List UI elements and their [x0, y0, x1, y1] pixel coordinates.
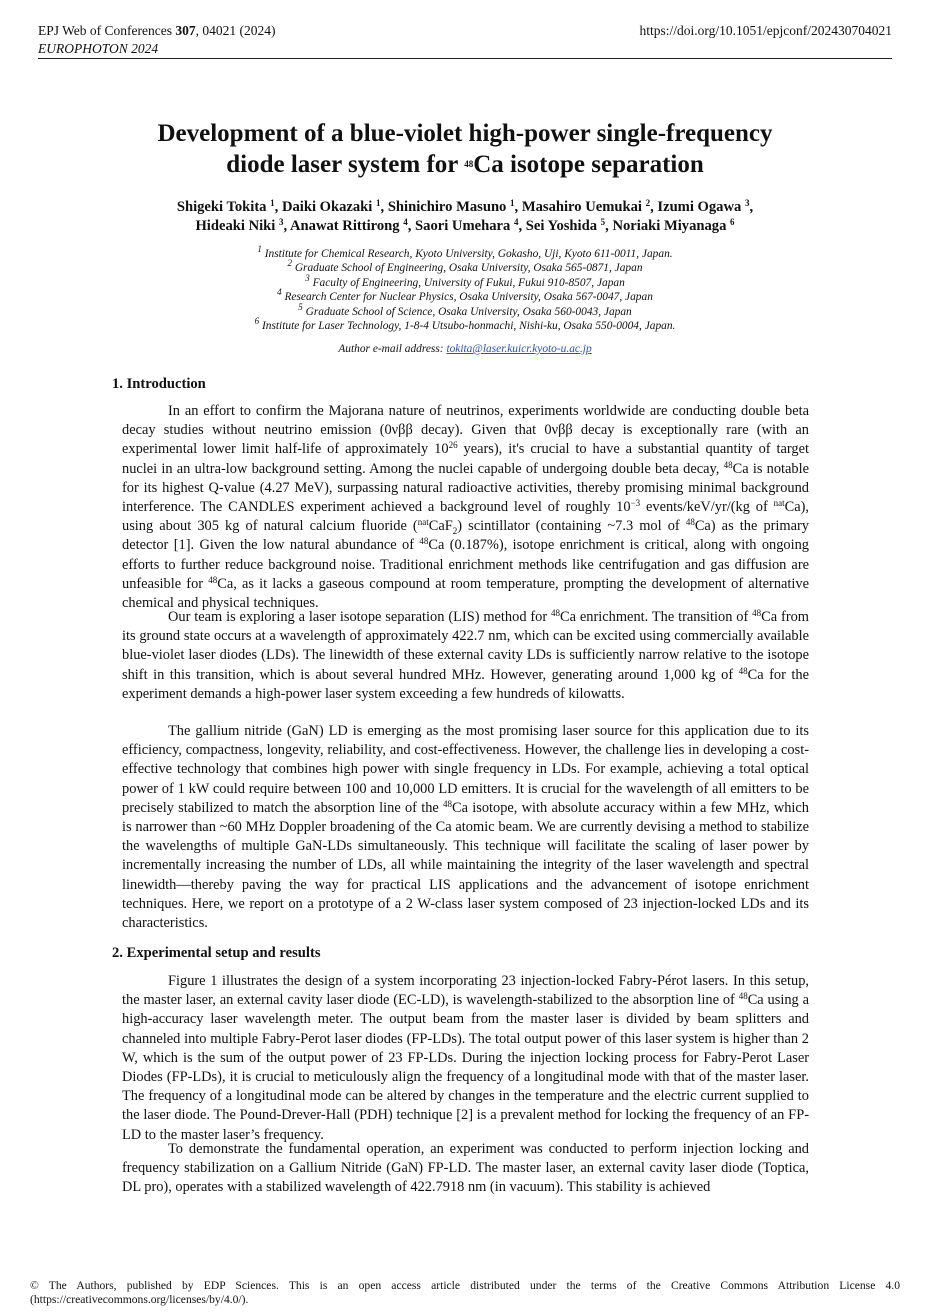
author: Hideaki Niki $^3$, — [195, 217, 290, 234]
email-label: Author e-mail address: — [338, 343, 447, 355]
section-heading-experimental-setup: 2. Experimental setup and results — [112, 945, 321, 961]
paragraph-intro-3: The gallium nitride (GaN) LD is emerging as the most promising laser source for this application due to its efficiency, compactness, longevity, reliability, and cost-effectiveness. However, the challenge lies in developing a cost-effective technology that combines high power with single frequency in LDs. For example, achieving a total optical power of 1 kW could require between 100 and 10,000 LD emitters. It is crucial for the wavelength of all emitters to be precisely stabilized to match the absorption line of the $^{48}$Ca isotope, with absolute accuracy within a few MHz, which is narrower than ~60 MHz Doppler broadening of the Ca atomic beam. We are currently devising a method to stabilize the wavelengths of multiple GaN-LDs simultaneously. This technique will facilitate the scaling of laser power by incrementally increasing the number of LDs, all while maintaining the integrity of the laser wavelength and spectral linewidth—thereby paving the way for practical LIS applications and the advancement of isotope enrichment techniques. Here, we report on a prototype of a 2 W-class laser system composed of 23 injection-locked LDs and its characteristics. — [122, 723, 809, 932]
author: Noriaki Miyanaga $^6$ — [612, 217, 735, 234]
conference-name: EUROPHOTON 2024 — [38, 41, 159, 56]
author: Anawat Rittirong $^4$, — [290, 217, 416, 234]
author-list — [100, 198, 830, 236]
author: Masahiro Uemukai $^2$, — [521, 198, 658, 215]
section-heading-introduction: 1. Introduction — [112, 376, 206, 392]
journal-citation — [38, 22, 276, 40]
paper-title — [90, 118, 840, 180]
article-number: , 04021 (2024) — [195, 23, 276, 38]
running-header-left — [38, 22, 276, 58]
affiliation: $^1$ Institute for Chemical Research, Kyoto University, Gokasho, Uji, Kyoto 611-0011, Japan. — [257, 244, 673, 260]
paragraph-setup-1: Figure 1 illustrates the design of a system incorporating 23 injection-locked Fabry-Pérot lasers. In this setup, the master laser, an external cavity laser diode (EC-LD), is wavelength-stabilized to the absorption line of $^{48}$Ca using a high-accuracy laser wavelength meter. The output beam from the master laser is divided by beam splitters and channeled into multiple Fabry-Perot laser diodes (FP-LDs). The total output power of this laser system is higher than 2 W, which is the sum of the output power of 23 FP-LDs. During the injection locking process for Fabry-Perot Laser Diodes (FP-LDs), it is crucial to meticulously align the frequency of a longitudinal mode with that of the master laser. The frequency of a longitudinal mode can be altered by changes in the temperature and the electric current supplied to the laser diode. The Pound-Drever-Hall (PDH) technique [2] is a prevalent method for locking the frequency of an FP-LD to the master laser’s frequency. — [122, 973, 809, 1143]
journal-volume: 307 — [175, 23, 196, 38]
header-divider — [38, 58, 892, 59]
affiliation: $^5$ Graduate School of Science, Osaka University, Osaka 560-0043, Japan — [298, 301, 632, 318]
author-email — [120, 343, 810, 355]
paragraph-setup-2: To demonstrate the fundamental operation, an experiment was conducted to perform injection locking and frequency stabilization on a Gallium Nitride (GaN) FP-LD. The master laser, an external cavity laser diode (Toptica, DL pro), operates with a stabilized wavelength of 422.7918 nm (in vacuum). This stability is achieved — [122, 1141, 809, 1196]
title-line-2: diode laser system for $^{48}$Ca isotope separation — [226, 151, 704, 178]
paragraph-intro-1: In an effort to confirm the Majorana nature of neutrinos, experiments worldwide are conducting double beta decay studies without neutrino emission (0νββ decay). Given that 0νββ decay is exceptionally rare (with an experimental lower limit half-life of approximately $10^{26}$ years), it's crucial to have a substantial quantity of target nuclei in an ultra-low background setting. Among the nuclei capable of undergoing double beta decay, $^{48}$Ca is notable for its highest Q-value (4.27 MeV), surpassing natural radioactive activities, thereby promising minimal background interference. The CANDLES experiment achieved a background level of roughly $10^{-3}$ events/keV/yr/(kg of $^{nat}$Ca), using about 305 kg of natural calcium fluoride ($^{nat}$CaF$_2$) scintillator (containing ~7.3 mol of $^{48}$Ca) as the primary detector [1]. Given the low natural abundance of $^{48}$Ca (0.187%), isotope enrichment is critical, along with ongoing efforts to further reduce background noise. Traditional enrichment methods like centrifugation and gas diffusion are unfeasible for $^{48}$Ca, as it lacks a gaseous compound at room temperature, prompting the development of alternative chemical and physical techniques. — [122, 403, 810, 612]
doi-link[interactable]: https://doi.org/10.1051/epjconf/202430704021 — [639, 23, 892, 38]
title-line-1: Development of a blue-violet high-power single-frequency — [157, 120, 773, 147]
license-footer: © The Authors, published by EDP Sciences. This is an open access article distributed under the terms of the Creative Commons Attribution License 4.0 (https://creativecommons.org/licenses/by/4.0/). — [30, 1279, 900, 1306]
paragraph-intro-2: Our team is exploring a laser isotope separation (LIS) method for $^{48}$Ca enrichment. The transition of $^{48}$Ca from its ground state occurs at a wavelength of approximately 422.7 nm, which can be excited using commercially available blue-violet laser diodes (LDs). The linewidth of these external cavity LDs is sufficiently narrow relative to the isotope shift in this transition, which is about several hundred MHz. However, generating around 1,000 kg of $^{48}$Ca for the experiment demands a high-power laser system exceeding a few hundreds of kilowatts. — [122, 608, 810, 702]
affiliation: $^6$ Institute for Laser Technology, 1-8-4 Utsubo-honmachi, Nishi-ku, Osaka 550-0004, Japan. — [254, 316, 676, 333]
email-link[interactable]: tokita@laser.kuicr.kyoto-u.ac.jp — [446, 343, 592, 355]
affiliation-list — [120, 244, 810, 333]
author: Saori Umehara $^4$, — [415, 217, 526, 234]
affiliation: $^4$ Research Center for Nuclear Physics, Osaka University, Osaka 567-0047, Japan — [277, 287, 653, 304]
affiliation: $^3$ Faculty of Engineering, University of Fukui, Fukui 910-8507, Japan — [305, 272, 625, 289]
journal-name: EPJ Web of Conferences — [38, 23, 176, 38]
author: Shigeki Tokita $^1$, — [176, 198, 282, 215]
author: Shinichiro Masuno $^1$, — [387, 198, 522, 215]
author: Daiki Okazaki $^1$, — [281, 198, 388, 215]
author: Izumi Ogawa $^3$, — [657, 198, 754, 215]
author: Sei Yoshida $^5$, — [525, 217, 613, 234]
affiliation: $^2$ Graduate School of Engineering, Osaka University, Osaka 565-0871, Japan — [287, 258, 643, 275]
